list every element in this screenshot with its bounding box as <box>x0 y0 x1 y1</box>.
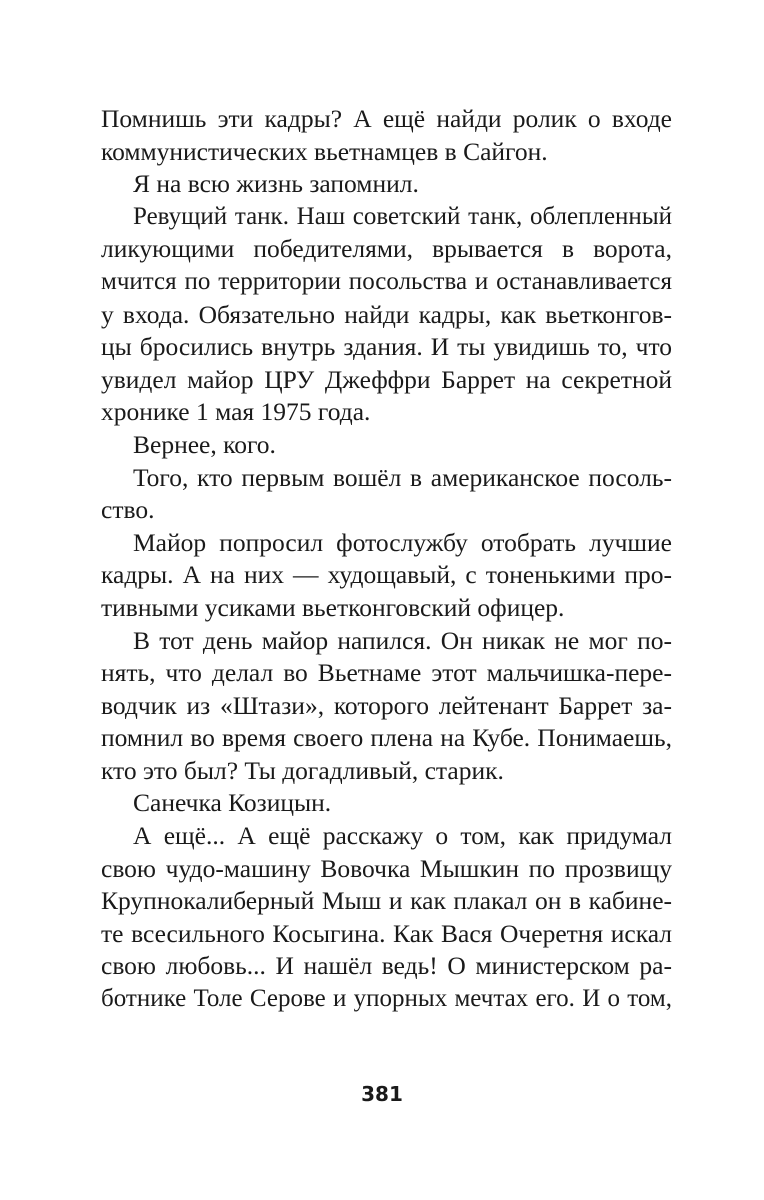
page-body-text <box>101 103 672 1016</box>
text-line: свою чудо-машину Вовочка Мышкин по прозвищу <box>101 853 672 883</box>
text-line: Вернее, кого. <box>133 429 276 459</box>
text-line: А ещё... А ещё расскажу о том, как придумал <box>133 821 672 851</box>
text-line: у входа. Обязательно найди кадры, как вьетконгов- <box>101 299 672 329</box>
text-line: Того, кто первым вошёл в американское посоль- <box>133 462 672 492</box>
text-line: ство. <box>101 495 155 525</box>
text-line: мчится по территории посольства и останавливается <box>101 267 672 295</box>
text-line: кто это был? Ты догадливый, старик. <box>101 755 504 785</box>
text-line: те всесильного Косыгина. Как Вася Очеретня искал <box>101 918 672 948</box>
text-line: ботнике Толе Серове и упорных мечтах его. И о том, <box>101 985 672 1013</box>
text-line: нять, что делал во Вьетнаме этот мальчишка-пере- <box>101 658 672 688</box>
text-line: Помнишь эти кадры? А ещё найди ролик о входе <box>101 104 672 133</box>
text-line: водчик из «Штази», которого лейтенант Баррет за- <box>101 690 672 720</box>
text-line: коммунистических вьетнамцев в Сайгон. <box>101 136 548 166</box>
page-number: 381 <box>361 1082 403 1106</box>
text-line: цы бросились внутрь здания. И ты увидишь то, что <box>101 332 672 362</box>
text-line: Я на всю жизнь запомнил. <box>133 169 419 199</box>
text-line: ликующими победителями, врывается в ворота, <box>101 234 672 264</box>
text-line: Крупнокалиберный Мыш и как плакал он в кабине- <box>101 886 672 916</box>
text-line: помнил во время своего плена на Кубе. Понимаешь, <box>101 723 672 753</box>
text-line: свою любовь... И нашёл ведь! О министерском ра- <box>101 951 672 981</box>
text-line: тивными усиками вьетконговский офицер. <box>101 592 565 622</box>
text-line: кадры. А на них — худощавый, с тоненькими про- <box>101 560 672 590</box>
text-line: В тот день майор напился. Он никак не мог по- <box>133 625 672 655</box>
text-line: Ревущий танк. Наш советский танк, облепленный <box>133 202 672 230</box>
text-line: Майор попросил фотослужбу отобрать лучшие <box>133 527 672 557</box>
text-line: хронике 1 мая 1975 года. <box>101 397 371 427</box>
text-line: увидел майор ЦРУ Джеффри Баррет на секретной <box>101 364 672 394</box>
text-line: Санечка Козицын. <box>133 788 332 818</box>
